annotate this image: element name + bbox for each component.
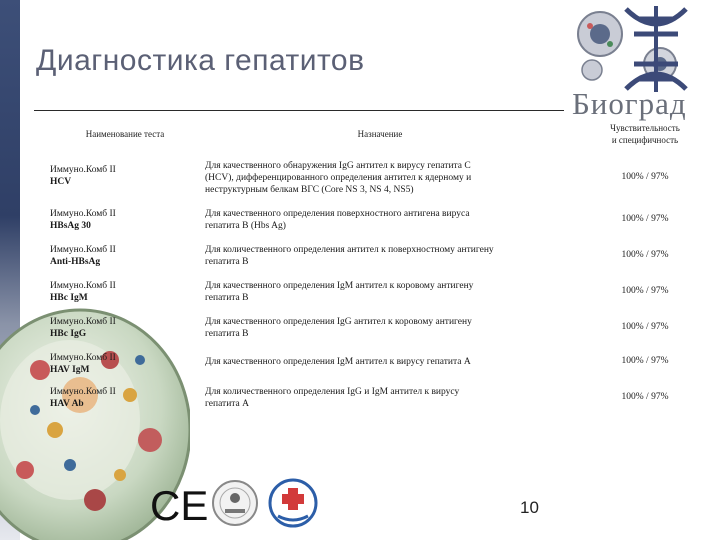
ce-mark-icon [150,482,208,526]
test-name-cell [50,386,190,410]
test-name-line1: Иммуно.Комб II [50,353,116,363]
test-name-cell [50,316,190,340]
header-purpose: Назначение [357,129,403,139]
test-name-line1: Иммуно.Комб II [50,209,116,219]
test-name-line1: Иммуно.Комб II [50,165,116,175]
test-name-cell [50,244,190,268]
sensitivity-cell: 100% / 97% [621,356,669,366]
test-name-line1: Иммуно.Комб II [50,281,116,291]
test-name-line2: HAV IgM [50,365,90,375]
test-name-line1: Иммуно.Комб II [50,317,116,327]
page-title: Диагностика гепатитов [36,44,365,77]
healthcare-certification-icon [268,476,318,530]
purpose-cell: Для количественного определения IgG и IgM антител к вирусу гепатита А [205,387,460,409]
test-name-line2: Anti-HBsAg [50,257,101,267]
purpose-cell: Для качественного определения IgG антител к коровому антигену гепатита В [205,317,472,339]
purpose-cell: Для качественного определения поверхностного антигена вируса гепатита В (Hbs Ag) [205,209,470,231]
sensitivity-cell: 100% / 97% [621,214,669,224]
header-sensitivity-line1: Чувствительность [610,123,680,133]
title-divider [34,110,564,111]
test-name-cell [50,208,190,232]
test-name-line2: HAV Ab [50,399,84,409]
ce-mark-text: CE [150,482,208,526]
test-name-line2: HBc IgG [50,329,87,339]
test-name-cell [50,280,190,304]
test-name-cell [50,164,190,188]
logo-text: Биоград [572,86,687,121]
sensitivity-cell: 100% / 97% [621,322,669,332]
sensitivity-cell: 100% / 97% [621,172,669,182]
sensitivity-cell: 100% / 97% [621,392,669,402]
test-name-line1: Иммуно.Комб II [50,387,116,397]
test-name-line2: HCV [50,177,72,187]
test-name-cell [50,352,190,376]
page-number: 10 [520,498,539,517]
test-name-line2: HBc IgM [50,293,88,303]
sensitivity-cell: 100% / 97% [621,286,669,296]
purpose-cell: Для качественного определения IgM антител к вирусу гепатита А [205,357,471,367]
purpose-cell: Для качественного определения IgM антител к коровому антигену гепатита В [205,281,474,303]
purpose-cell: Для количественного определения антител к поверхностному антигену гепатита В [205,245,494,267]
header-sensitivity-line2: и специфичность [611,135,679,145]
sensitivity-cell: 100% / 97% [621,250,669,260]
header-test-name: Наименование теста [85,129,165,139]
test-name-line2: HBsAg 30 [50,221,91,231]
iso-certification-icon [210,476,260,530]
test-name-line1: Иммуно.Комб II [50,245,116,255]
purpose-cell: Для качественного обнаружения IgG антител к вирусу гепатита С (HCV), дифференцированного определения антител к ядерному и неструктурным белкам ВГС (Core NS 3, NS 4, NS5) [205,161,472,195]
header-sensitivity [595,122,695,146]
